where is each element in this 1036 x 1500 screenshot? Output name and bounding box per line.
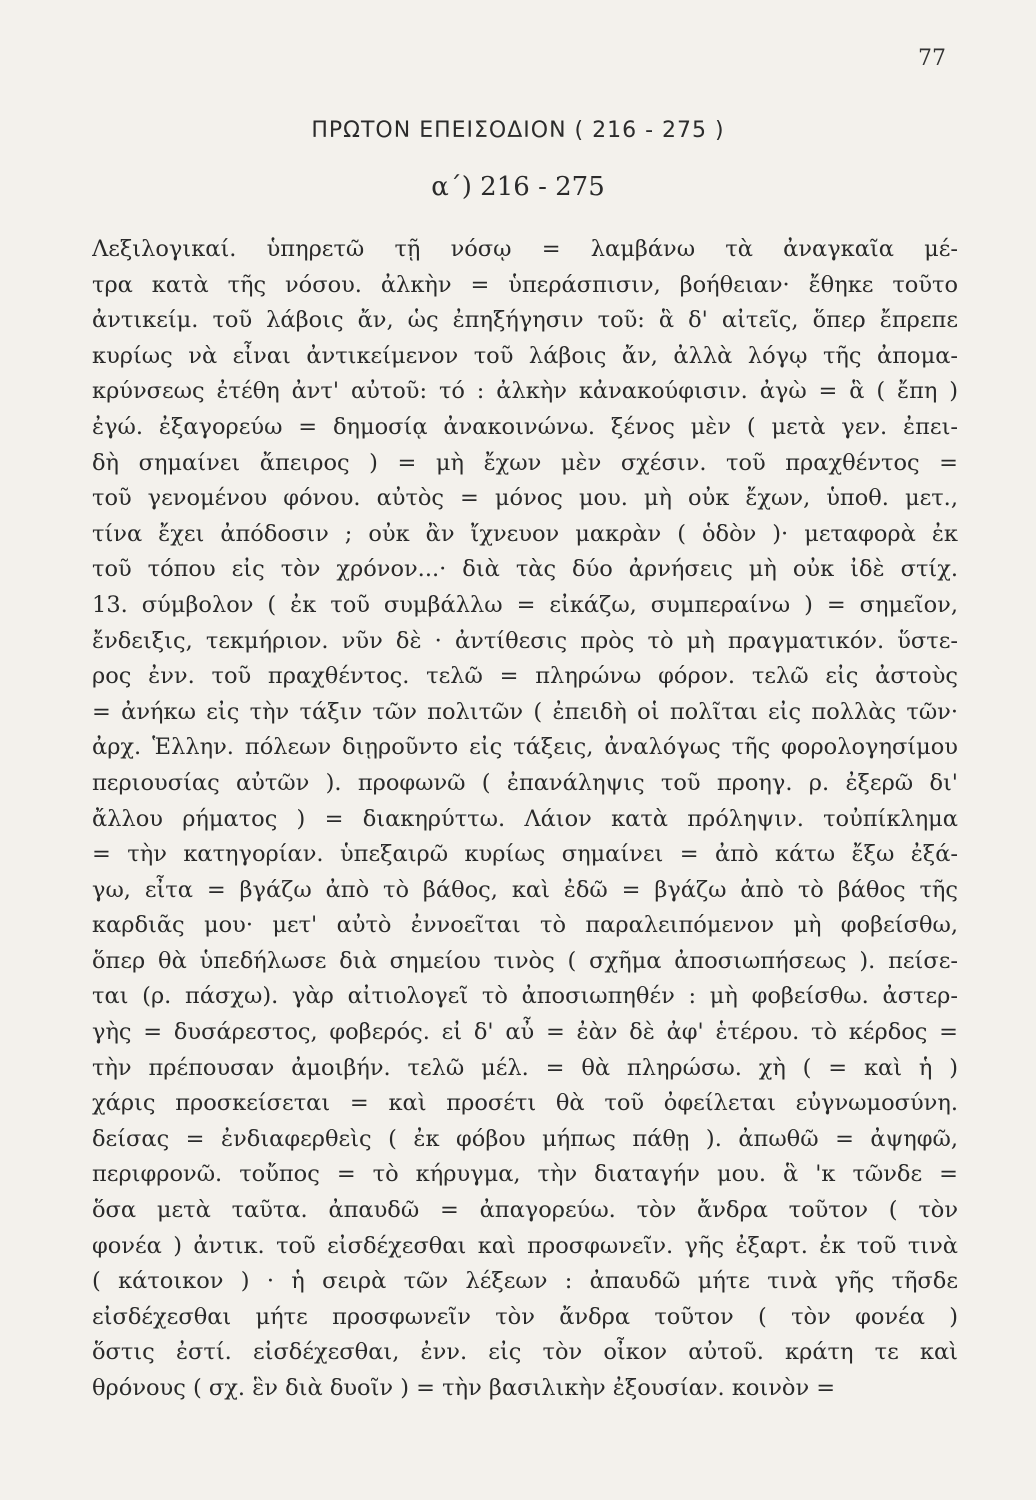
text-line: ἄλλου ρήματος ) = διακηρύττω. Λάιον κατὰ πρόληψιν. τοὐπίκλημα <box>92 805 958 832</box>
text-line: φονέα ) ἀντικ. τοῦ εἰσδέχεσθαι καὶ προσφωνεῖν. γῆς ἐξαρτ. ἐκ τοῦ τινὰ <box>92 1232 958 1259</box>
text-line: = ἀνήκω εἰς τὴν τάξιν τῶν πολιτῶν ( ἐπειδὴ οἱ πολῖται εἰς πολλὰς τῶν· <box>92 698 958 725</box>
text-line: ὅσα μετὰ ταῦτα. ἀπαυδῶ = ἀπαγορεύω. τὸν ἄνδρα τοῦτον ( τὸν <box>92 1197 958 1224</box>
text-line: ( κάτοικον ) · ἡ σειρὰ τῶν λέξεων : ἀπαυδῶ μήτε τινὰ γῆς τῆσδε <box>92 1268 958 1295</box>
text-line: χάρις προσκείσεται = καὶ προσέτι θὰ τοῦ ὀφείλεται εὐγνωμοσύνη. <box>92 1090 958 1117</box>
text-line: τοῦ τόπου εἰς τὸν χρόνον...· διὰ τὰς δύο ἀρνήσεις μὴ οὐκ ἰδὲ στίχ. <box>92 556 958 583</box>
text-line: ρος ἐνν. τοῦ πραχθέντος. τελῶ = πληρώνω φόρον. τελῶ εἰς ἀστοὺς <box>92 663 958 690</box>
text-line: δὴ σημαίνει ἄπειρος ) = μὴ ἔχων μὲν σχέσιν. τοῦ πραχθέντος = <box>92 449 958 476</box>
text-line: τρα κατὰ τῆς νόσου. ἀλκὴν = ὑπεράσπισιν, βοήθειαν· ἔθηκε τοῦτο <box>92 271 958 298</box>
text-line: καρδιᾶς μου· μετ' αὐτὸ ἐννοεῖται τὸ παραλειπόμενον μὴ φοβείσθω, <box>92 912 958 939</box>
text-line: κρύνσεως ἐτέθη ἀντ' αὐτοῦ: τό : ἀλκὴν κἀνακούφισιν. ἀγὼ = ἃ ( ἔπη ) <box>92 378 958 405</box>
text-line: θρόνους ( σχ. ἓν διὰ δυοῖν ) = τὴν βασιλικὴν ἐξουσίαν. κοινὸν = <box>92 1375 836 1401</box>
text-line: Λεξιλογικαί. ὑπηρετῶ τῇ νόσῳ = λαμβάνω τὰ ἀναγκαῖα μέ- <box>92 236 958 262</box>
text-line: ἀντικείμ. τοῦ λάβοις ἄν, ὡς ἐπηξήγησιν τοῦ: ἃ δ' αἰτεῖς, ὅπερ ἔπρεπε <box>92 307 958 334</box>
text-line: γω, εἶτα = βγάζω ἀπὸ τὸ βάθος, καὶ ἐδῶ = βγάζω ἀπὸ τὸ βάθος τῆς <box>92 876 958 903</box>
text-line: ἔνδειξις, τεκμήριον. νῦν δὲ · ἀντίθεσις πρὸς τὸ μὴ πραγματικόν. ὕστε- <box>92 627 958 654</box>
text-line: ται (ρ. πάσχω). γὰρ αἰτιολογεῖ τὸ ἀποσιωπηθέν : μὴ φοβείσθω. ἀστερ- <box>92 983 958 1010</box>
text-line: τίνα ἔχει ἀπόδοσιν ; οὐκ ἂν ἴχνευον μακρὰν ( ὁδὸν )· μεταφορὰ ἐκ <box>92 520 958 547</box>
section-title: α΄) 216 - 275 <box>431 172 605 202</box>
text-line: ὅστις ἐστί. εἰσδέχεσθαι, ἐνν. εἰς τὸν οἶκον αὐτοῦ. κράτη τε καὶ <box>92 1339 958 1366</box>
text-line: 13. σύμβολον ( ἐκ τοῦ συμβάλλω = εἰκάζω, συμπεραίνω ) = σημεῖον, <box>92 591 958 618</box>
text-line: = τὴν κατηγορίαν. ὑπεξαιρῶ κυρίως σημαίνει = ἀπὸ κάτω ἔξω ἐξά- <box>92 841 958 868</box>
text-line: ὅπερ θὰ ὑπεδήλωσε διὰ σημείου τινὸς ( σχῆμα ἀποσιωπήσεως ). πείσε- <box>92 947 958 974</box>
text-line: ἀρχ. Ἑλλην. πόλεων διῃροῦντο εἰς τάξεις, ἀναλόγως τῆς φορολογησίμου <box>92 734 958 761</box>
text-line: τὴν πρέπουσαν ἀμοιβήν. τελῶ μέλ. = θὰ πληρώσω. χὴ ( = καὶ ἡ ) <box>92 1054 958 1081</box>
text-line: τοῦ γενομένου φόνου. αὐτὸς = μόνος μου. μὴ οὐκ ἔχων, ὑποθ. μετ., <box>92 485 958 512</box>
page-number: 77 <box>918 46 946 71</box>
glossary-text <box>92 232 958 1407</box>
text-line: περιουσίας αὐτῶν ). προφωνῶ ( ἐπανάληψις τοῦ προηγ. ρ. ἐξερῶ δι' <box>92 769 958 796</box>
text-line: κυρίως νὰ εἶναι ἀντικείμενον τοῦ λάβοις ἄν, ἀλλὰ λόγῳ τῆς ἀπομα- <box>92 342 958 369</box>
text-line: ἐγώ. ἐξαγορεύω = δημοσίᾳ ἀνακοινώνω. ξένος μὲν ( μετὰ γεν. ἐπει- <box>92 413 958 440</box>
text-line: περιφρονῶ. τοὔπος = τὸ κήρυγμα, τὴν διαταγήν μου. ἃ 'κ τῶνδε = <box>92 1161 958 1188</box>
text-line: δείσας = ἐνδιαφερθεὶς ( ἐκ φόβου μήπως πάθῃ ). ἀπωθῶ = ἀψηφῶ, <box>92 1125 958 1152</box>
text-line: γὴς = δυσάρεστος, φοβερός. εἰ δ' αὖ = ἐὰν δὲ ἀφ' ἑτέρου. τὸ κέρδος = <box>92 1019 958 1046</box>
text-line: εἰσδέχεσθαι μήτε προσφωνεῖν τὸν ἄνδρα τοῦτον ( τὸν φονέα ) <box>92 1303 958 1330</box>
running-head: ΠΡΩΤΟΝ ΕΠΕΙΣΟΔΙΟΝ ( 216 - 275 ) <box>311 118 725 143</box>
